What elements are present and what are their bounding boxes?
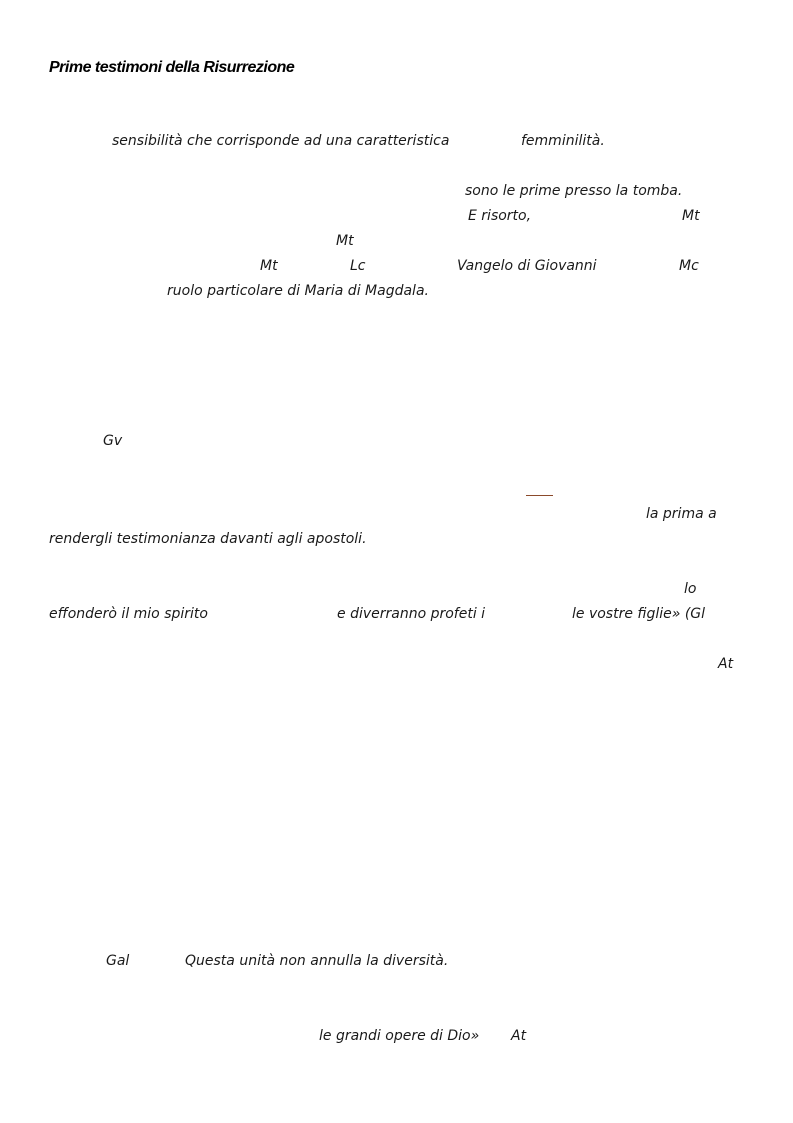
text-fragment: E risorto, (468, 208, 532, 224)
citation-mt: Mt (260, 258, 278, 274)
text-fragment: sono le prime presso la tomba. (465, 183, 683, 199)
citation-at: At (511, 1028, 527, 1044)
citation-lc: Lc (350, 258, 366, 274)
citation-gv: Gv (103, 433, 123, 449)
text-fragment: ruolo particolare di Maria di Magdala. (167, 283, 429, 299)
document-title: Prime testimoni della Risurrezione (49, 59, 295, 76)
text-fragment: effonderò il mio spirito (49, 606, 208, 622)
underline-mark (526, 495, 553, 496)
text-fragment: le vostre figlie» (Gl (572, 606, 706, 622)
text-fragment: Questa unità non annulla la diversità. (185, 953, 449, 969)
text-fragment: sensibilità che corrisponde ad una caratteristica (112, 133, 450, 149)
citation-at: At (718, 656, 734, 672)
citation-gal: Gal (106, 953, 130, 969)
text-fragment: rendergli testimonianza davanti agli apostoli. (49, 531, 367, 547)
citation-mt: Mt (682, 208, 700, 224)
text-fragment: e diverranno profeti i (337, 606, 486, 622)
text-fragment: le grandi opere di Dio» (319, 1028, 480, 1044)
citation-mc: Mc (679, 258, 699, 274)
text-fragment: la prima a (646, 506, 717, 522)
citation-mt: Mt (336, 233, 354, 249)
text-fragment: lo (684, 581, 697, 597)
text-fragment: femminilità. (521, 133, 605, 149)
text-fragment: Vangelo di Giovanni (457, 258, 597, 274)
